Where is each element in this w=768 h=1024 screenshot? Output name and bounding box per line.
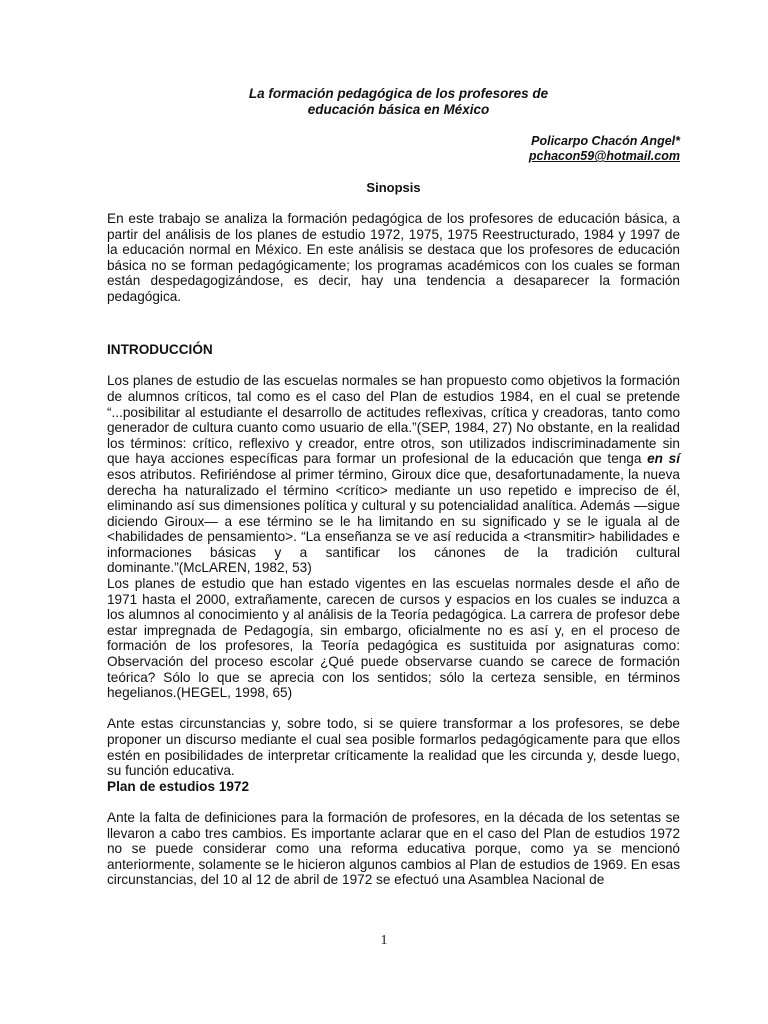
plan-1972-paragraph: Ante la falta de definiciones para la formación de profesores, en la década de los setentas se llevaron a cabo tres cambios. Es importante aclarar que en el caso del Plan de estudios 1972 no se puede considerar como una reforma educativa porque, como ya se mencionó anteriormente, solamente se le hicieron algunos cambios al Plan de estudios de 1969. En esas circunstancias, del 10 al 12 de abril de 1972 se efectuó una Asamblea Nacional de	[107, 809, 680, 888]
intro-p1-emphasis: en sí	[647, 451, 681, 467]
sinopsis-paragraph: En este trabajo se analiza la formación pedagógica de los profesores de educación básica, a partir del análisis de los planes de estudio 1972, 1975, 1975 Reestructurado, 1984 y 1997 de la educación normal en México. En este análisis se destaca que los profesores de educación básica no se forman pedagógicamente; los programas académicos con los cuales se forman están despedagogizándose, es decir, hay una tendencia a desaparecer la formación pedagógica.	[107, 211, 680, 304]
intro-p1-text-a: Los planes de estudio de las escuelas normales se han propuesto como objetivos la formación de alumnos críticos, tal como es el caso del Plan de estudios 1984, en el cual se pretende “...posibilitar al estudiante el desarrollo de actitudes reflexivas, crítica y creadoras, tanto como generador de cultura cuanto como usuario de ella.”(SEP, 1984, 27) No obstante, en la realidad los términos: crítico, reflexivo y creador, entre otros, son utilizados indiscriminadamente sin que haya acciones específicas para formar un profesional de la educación que tenga	[107, 373, 680, 467]
introduction-heading: INTRODUCCIÓN	[107, 342, 213, 358]
plan-1972-heading: Plan de estudios 1972	[107, 778, 250, 794]
introduction-paragraph-1	[107, 373, 680, 576]
intro-p1-text-b: esos atributos. Refiriéndose al primer término, Giroux dice que, desafortunadamente, la nueva derecha ha naturalizado el término <crítico> mediante un uso repetido e impreciso de él, eliminando así sus dimensiones política y cultural y su potencialidad analítica. Además —sigue diciendo Giroux— a ese término se le ha limitando en su significado y se le iguala al de <habilidades de pensamiento>. “La enseñanza se ve así reducida a <transmitir> habilidades e informaciones básicas y a santificar los cánones de la tradición cultural dominante.”(McLAREN, 1982, 53)	[107, 466, 680, 576]
title-line-1: La formación pedagógica de los profesores de	[248, 86, 549, 101]
author-name: Policarpo Chacón Angel*	[531, 134, 680, 148]
author-email-link[interactable]: pchacon59@hotmail.com	[528, 149, 680, 163]
introduction-paragraph-3: Ante estas circunstancias y, sobre todo, si se quiere transformar a los profesores, se debe proponer un discurso mediante el cual sea posible formarlos pedagógicamente para que ellos estén en posibilidades de interpretar críticamente la realidad que les circunda y, desde luego, su función educativa.	[107, 716, 680, 779]
document-title	[107, 86, 680, 118]
sinopsis-heading: Sinopsis	[366, 180, 421, 195]
title-line-2: educación básica en México	[307, 102, 490, 117]
introduction-paragraph-2: Los planes de estudio que han estado vigentes en las escuelas normales desde el año de 1971 hasta el 2000, extrañamente, carecen de cursos y espacios en los cuales se induzca a los alumnos al conocimiento y al análisis de la Teoría pedagógica. La carrera de profesor debe estar impregnada de Pedagogía, sin embargo, oficialmente no es así y, en el proceso de formación de los profesores, la Teoría pedagógica es sustituida por asignaturas como: Observación del proceso escolar ¿Qué puede observarse cuando se carece de formación teórica? Sólo lo que se aprecia con los sentidos; sólo la certeza sensible, en términos hegelianos.(HEGEL, 1998, 65)	[107, 576, 680, 701]
page-number: 1	[380, 932, 388, 947]
